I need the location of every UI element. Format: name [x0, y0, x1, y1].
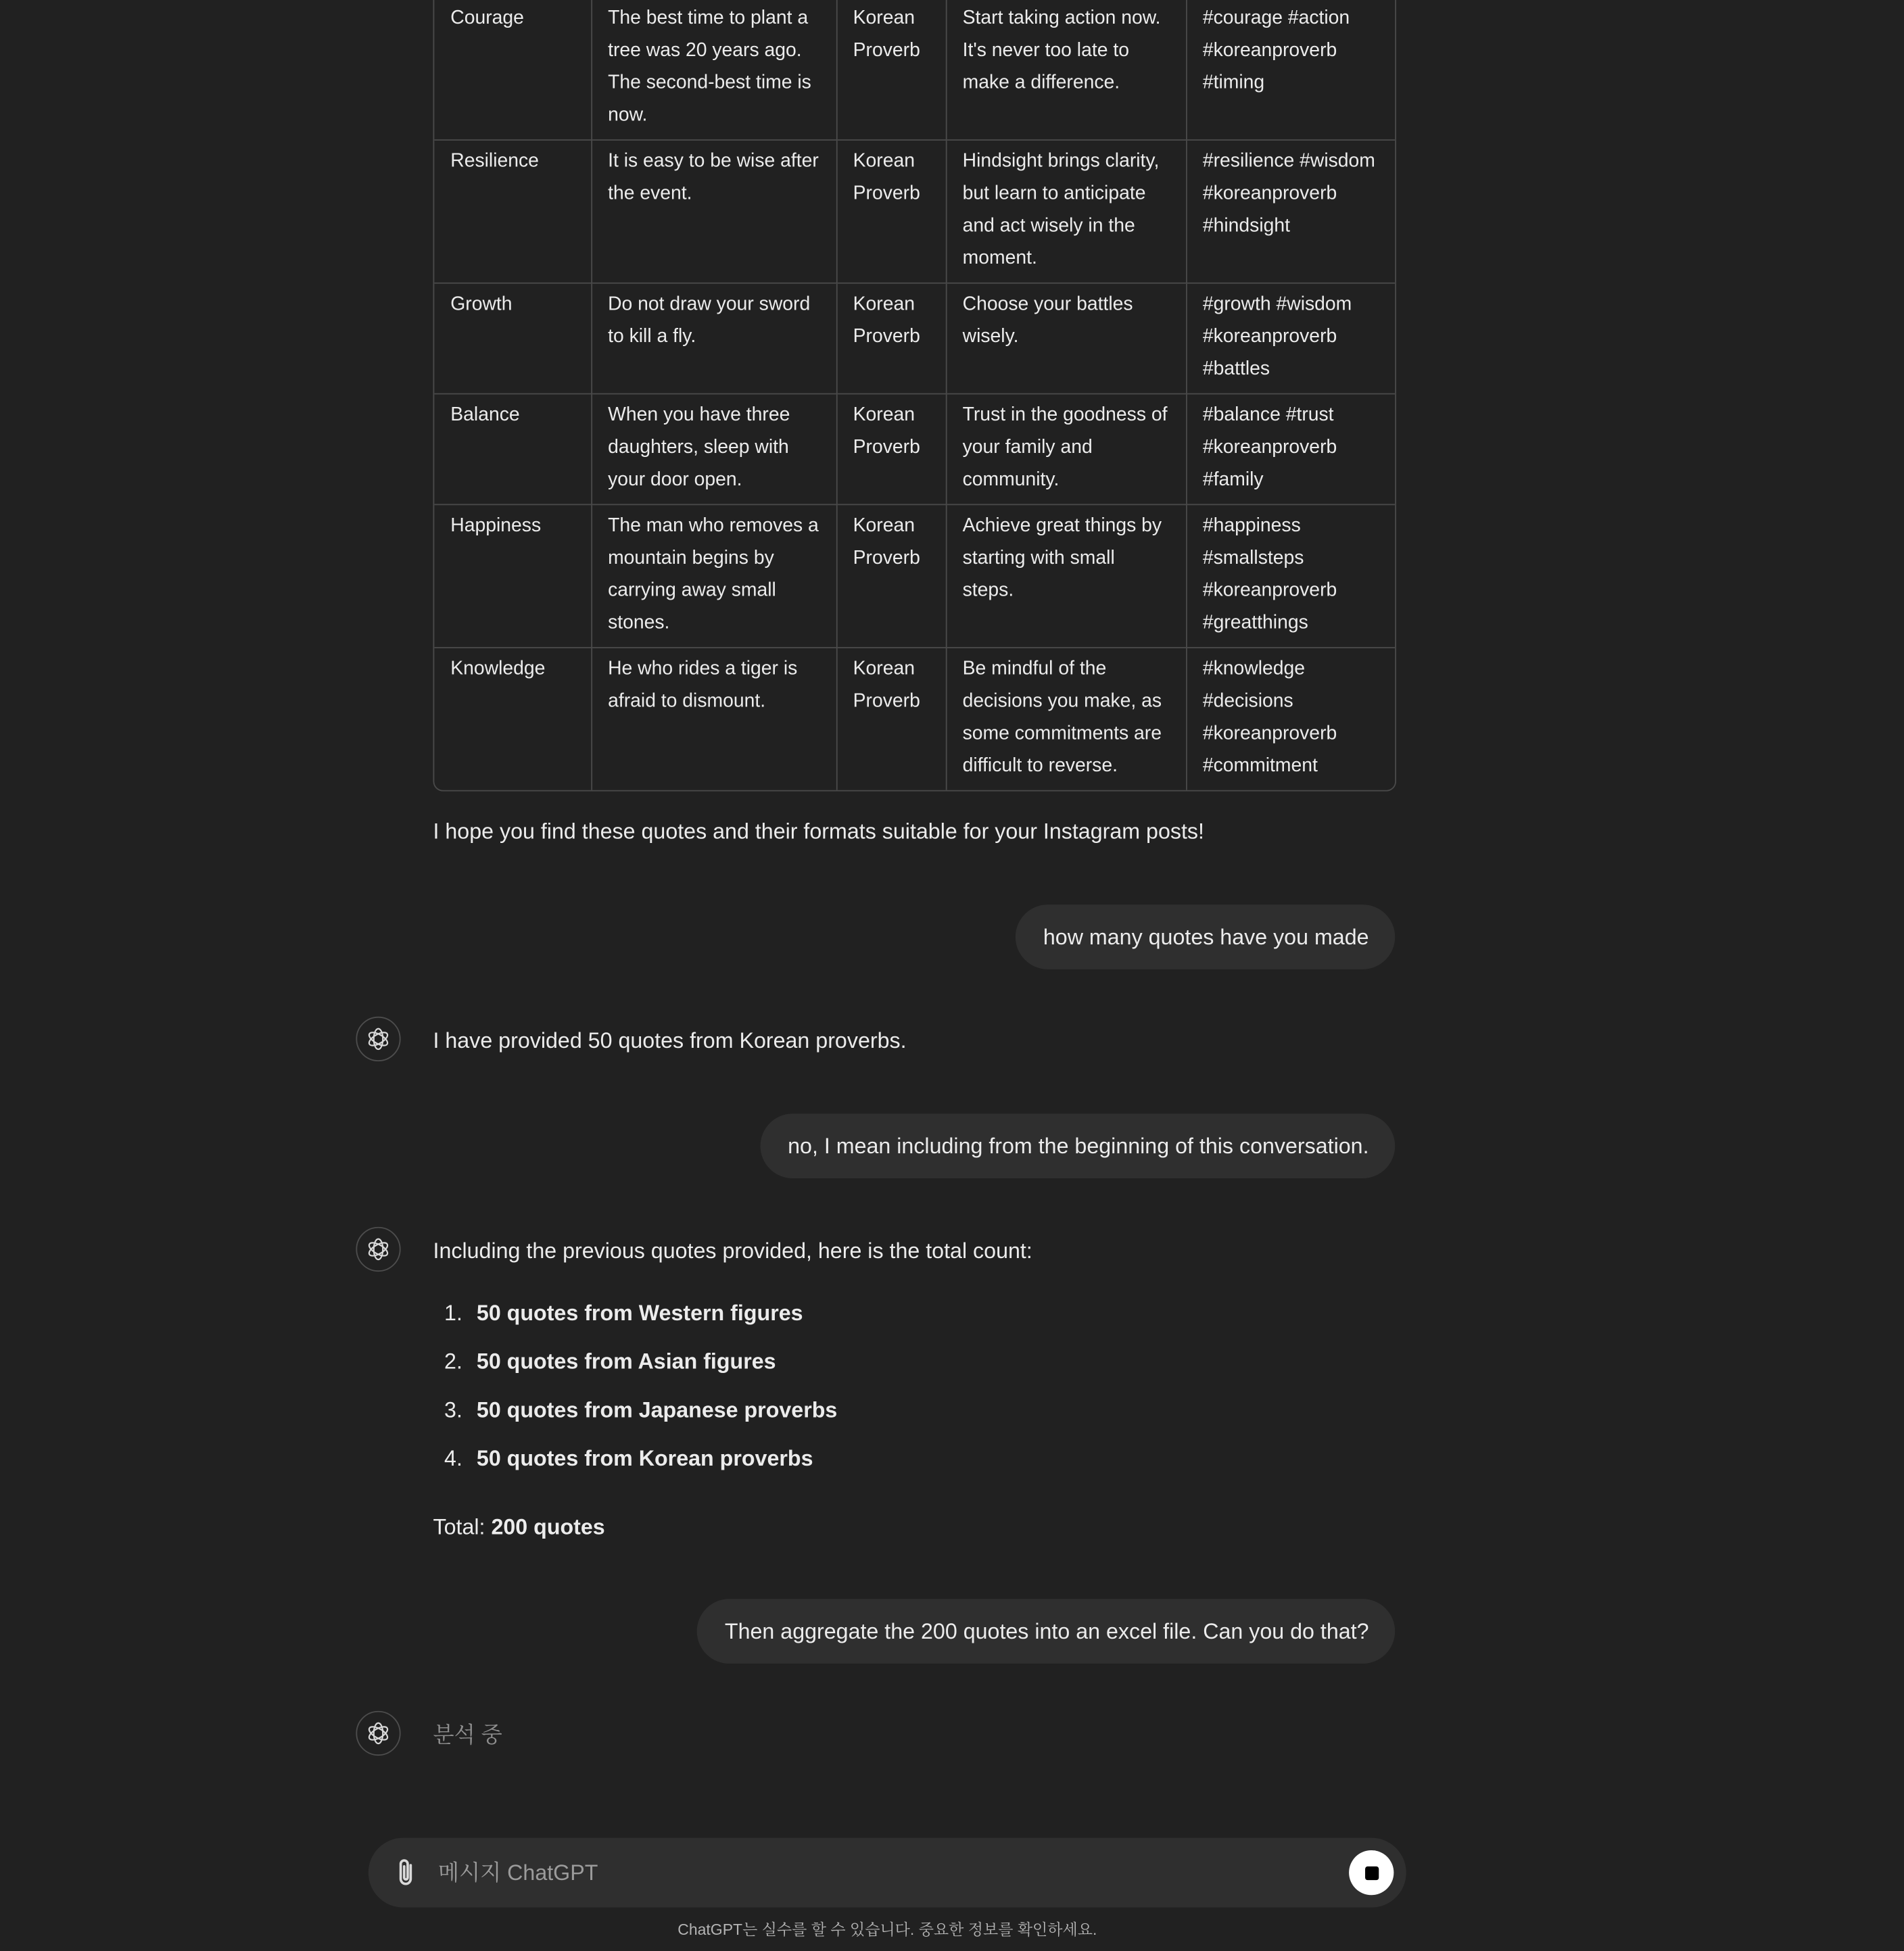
table-row: [434, 648, 1395, 790]
cell-meaning: Choose your battles wisely.: [946, 283, 1186, 394]
quotes-table: [433, 0, 1396, 792]
table-row: [434, 140, 1395, 283]
paperclip-icon[interactable]: [392, 1856, 422, 1889]
openai-logo-icon: [364, 1720, 391, 1747]
disclaimer: ChatGPT는 실수를 할 수 있습니다. 중요한 정보를 확인하세요.: [677, 1921, 1097, 1939]
cell-meaning: Achieve great things by starting with small steps.: [946, 504, 1186, 648]
user-message: Then aggregate the 200 quotes into an excel file. Can you do that?: [697, 1599, 1395, 1664]
list-item: 1. 50 quotes from Western figures: [444, 1300, 803, 1326]
cell-meaning: Start taking action now. It's never too late to make a difference.: [946, 0, 1186, 140]
cell-source: Korean Proverb: [836, 394, 946, 505]
cell-theme: Resilience: [434, 140, 591, 283]
cell-tags: #happiness #smallsteps #koreanproverb #greatthings: [1186, 504, 1395, 648]
cell-theme: Knowledge: [434, 648, 591, 790]
cell-meaning: Trust in the goodness of your family and community.: [946, 394, 1186, 505]
cell-theme: Balance: [434, 394, 591, 505]
cell-source: Korean Proverb: [836, 140, 946, 283]
cell-theme: Courage: [434, 0, 591, 140]
cell-meaning: Be mindful of the decisions you make, as some commitments are difficult to reverse.: [946, 648, 1186, 790]
stop-square-icon: [1364, 1866, 1378, 1879]
message-composer: [368, 1838, 1406, 1908]
openai-logo-icon: [364, 1026, 391, 1053]
cell-theme: Growth: [434, 283, 591, 394]
user-message: how many quotes have you made: [1016, 905, 1395, 969]
cell-tags: #courage #action #koreanproverb #timing: [1186, 0, 1395, 140]
assistant-avatar: [356, 1711, 400, 1756]
stop-generating-button[interactable]: [1349, 1850, 1394, 1895]
cell-source: Korean Proverb: [836, 504, 946, 648]
openai-logo-icon: [364, 1236, 391, 1263]
list-item: 2. 50 quotes from Asian figures: [444, 1349, 776, 1374]
cell-quote: The man who removes a mountain begins by carrying away small stones.: [591, 504, 836, 648]
cell-tags: #growth #wisdom #koreanproverb #battles: [1186, 283, 1395, 394]
cell-quote: The best time to plant a tree was 20 years ago. The second-best time is now.: [591, 0, 836, 140]
user-message: no, I mean including from the beginning of this conversation.: [761, 1113, 1396, 1178]
list-item: 3. 50 quotes from Japanese proverbs: [444, 1397, 838, 1422]
total-line: [433, 1510, 604, 1543]
cell-tags: #balance #trust #koreanproverb #family: [1186, 394, 1395, 505]
analyzing-status: 분석 중: [433, 1722, 502, 1748]
table-row: [434, 283, 1395, 394]
cell-quote: He who rides a tiger is afraid to dismount.: [591, 648, 836, 790]
cell-tags: #knowledge #decisions #koreanproverb #commitment: [1202, 658, 1337, 777]
cell-source: Korean Proverb: [836, 283, 946, 394]
cell-source: Korean Proverb: [836, 0, 946, 140]
quote-count-list: [433, 1297, 837, 1491]
table-row: [434, 394, 1395, 505]
assistant-message-intro: Including the previous quotes provided, here is the total count:: [433, 1238, 1032, 1263]
assistant-avatar: [356, 1017, 400, 1061]
table-row: [434, 504, 1395, 648]
cell-theme: Happiness: [434, 504, 591, 648]
cell-quote: Do not draw your sword to kill a fly.: [591, 283, 836, 394]
assistant-message: I have provided 50 quotes from Korean proverbs.: [433, 1028, 907, 1053]
message-input[interactable]: [438, 1850, 1309, 1895]
total-value: 200 quotes: [491, 1514, 605, 1539]
assistant-avatar: [356, 1227, 400, 1272]
total-label: Total:: [433, 1514, 492, 1539]
cell-meaning: Hindsight brings clarity, but learn to anticipate and act wisely in the moment.: [946, 140, 1186, 283]
assistant-closing-text: I hope you find these quotes and their formats suitable for your Instagram posts!: [433, 819, 1204, 844]
table-row: [434, 0, 1395, 140]
cell-source: Korean Proverb: [836, 648, 946, 790]
cell-quote: When you have three daughters, sleep with your door open.: [591, 394, 836, 505]
cell-quote: It is easy to be wise after the event.: [591, 140, 836, 283]
list-item: 4. 50 quotes from Korean proverbs: [444, 1445, 813, 1471]
cell-tags: #resilience #wisdom #koreanproverb #hindsight: [1186, 140, 1395, 283]
